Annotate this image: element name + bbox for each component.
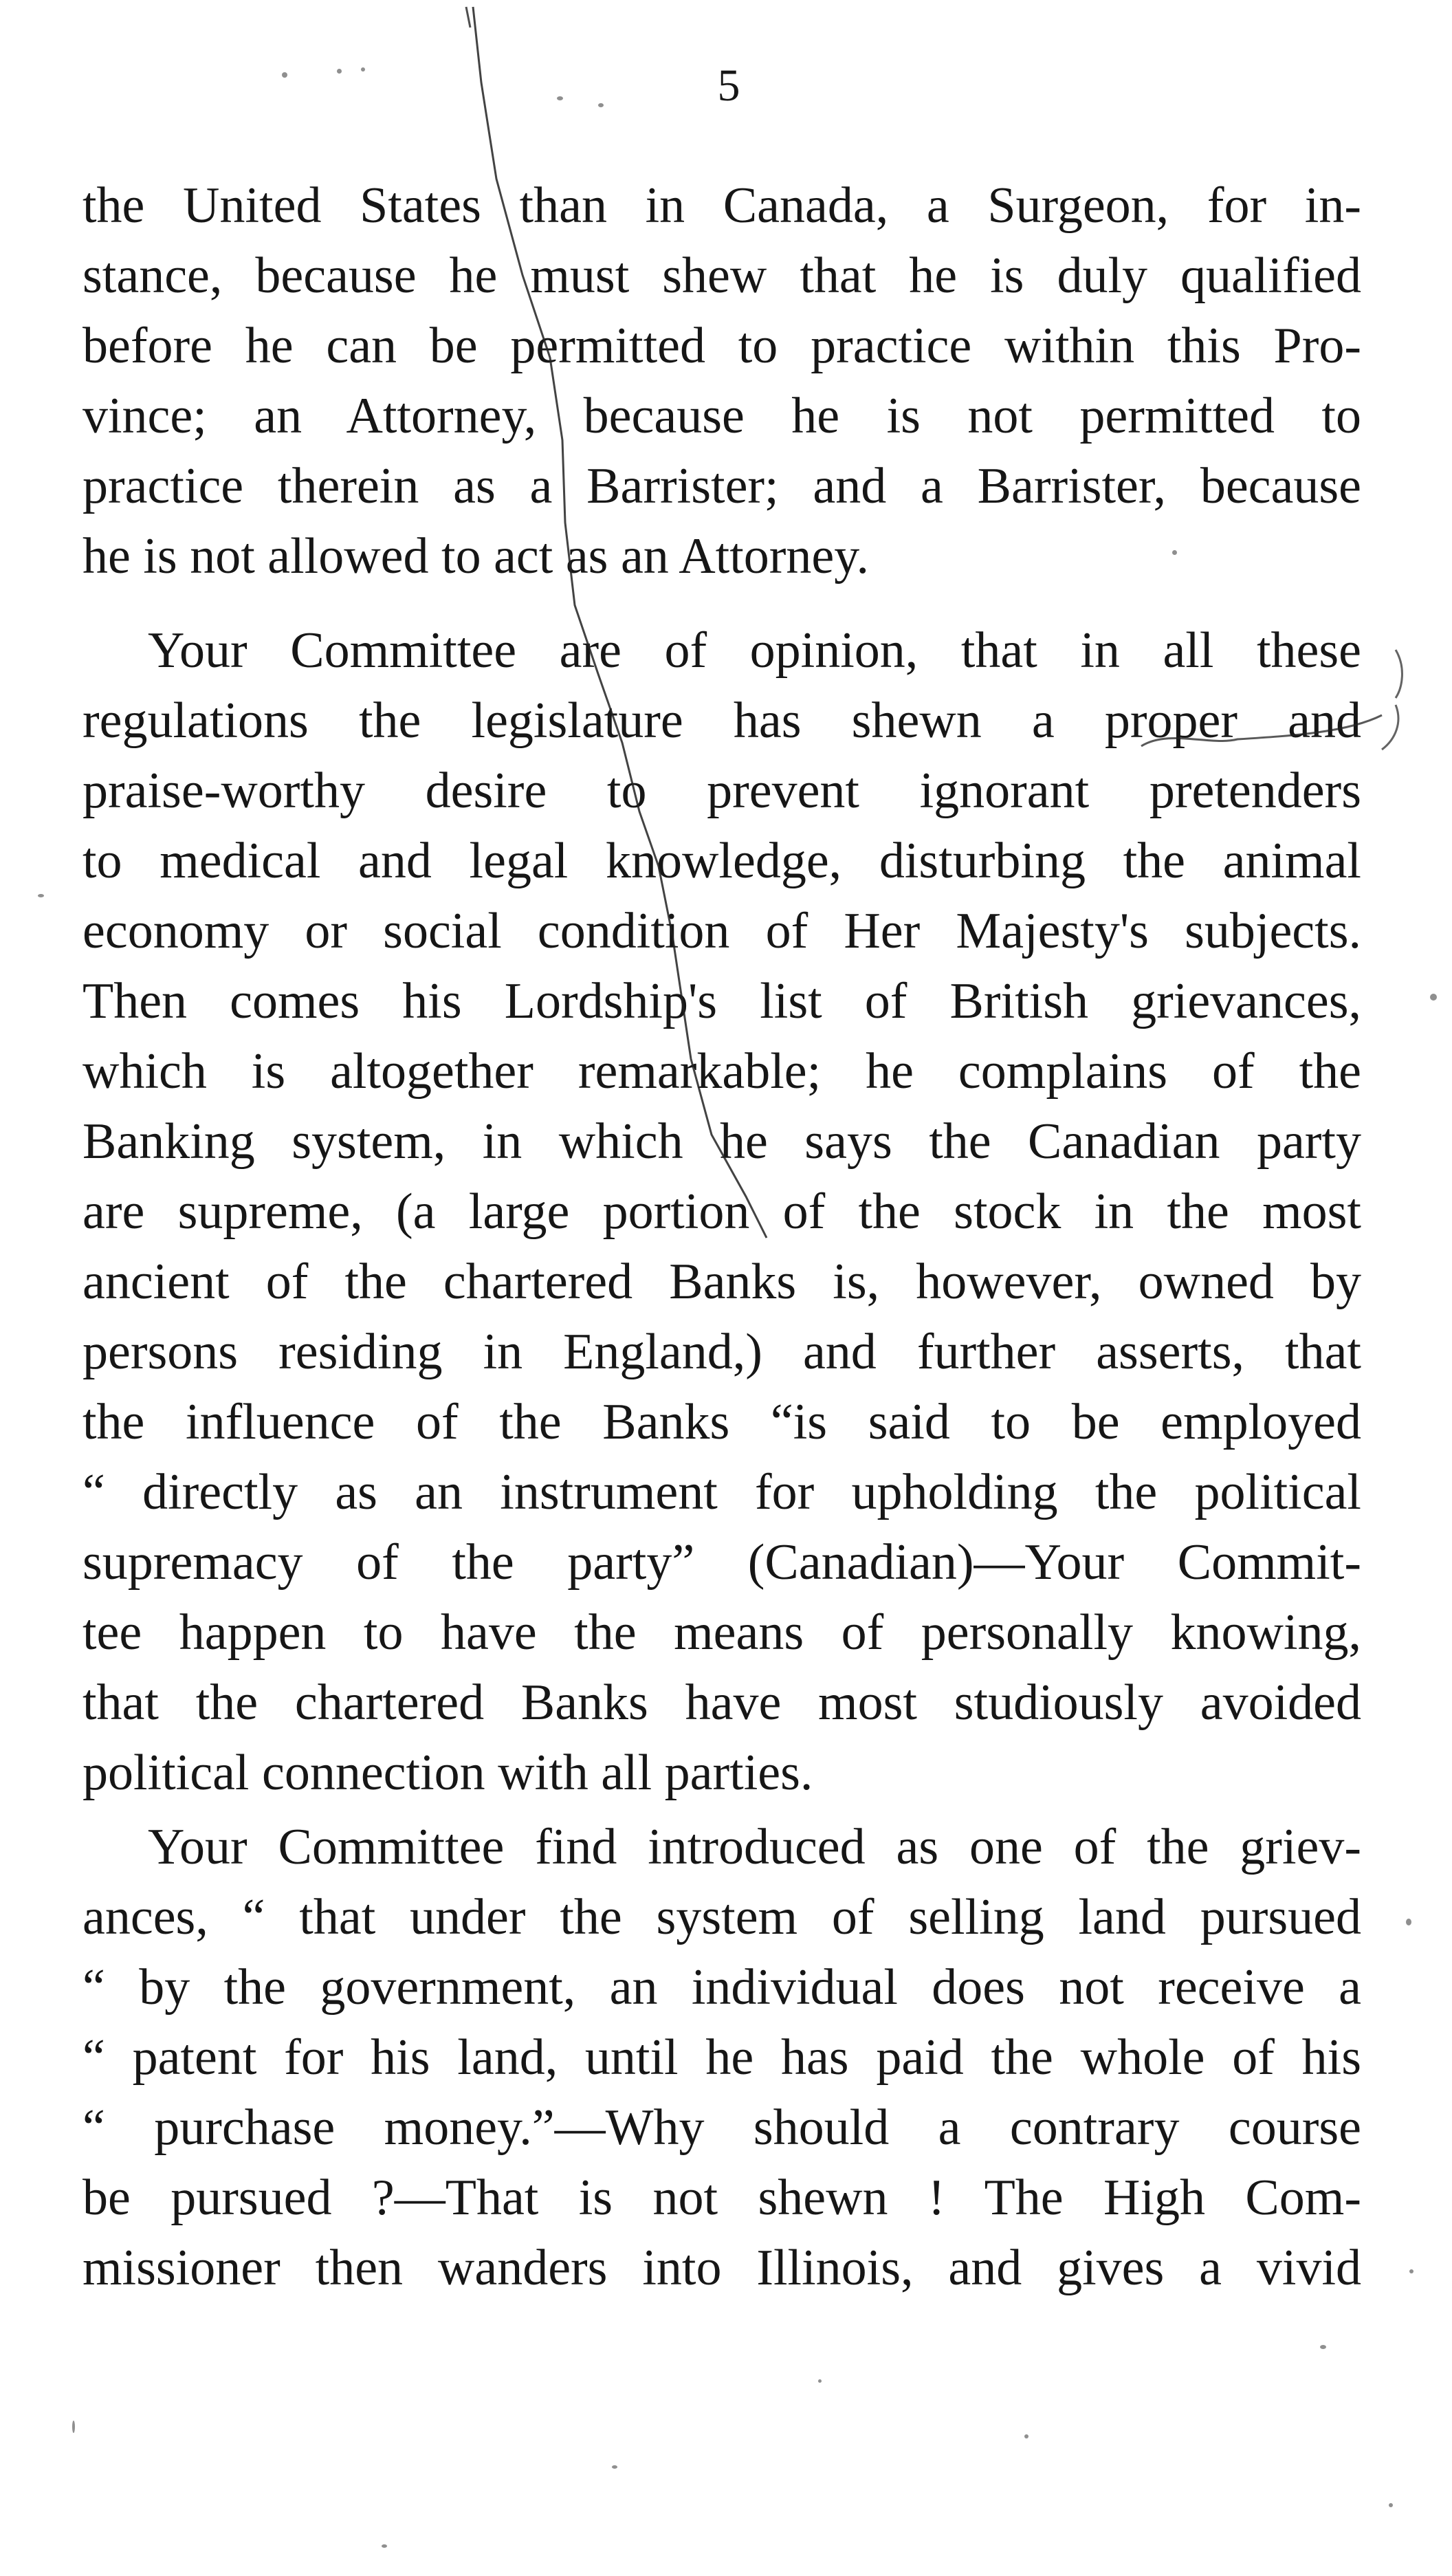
scan-speck xyxy=(337,69,342,74)
text-line: “ purchase money.”—Why should a contrary course xyxy=(82,2099,1361,2156)
scan-speck xyxy=(38,894,44,897)
text-line: persons residing in England,) and further asserts, that xyxy=(82,1324,1361,1380)
scan-speck xyxy=(1389,2503,1393,2507)
text-line: to medical and legal knowledge, disturbing the animal xyxy=(82,833,1361,889)
paragraph-1 xyxy=(82,171,1361,591)
text-line: stance, because he must shew that he is duly qualified xyxy=(82,248,1361,304)
text-line: he is not allowed to act as an Attorney. xyxy=(82,528,869,585)
scan-speck xyxy=(1024,2434,1028,2438)
text-line: be pursued ?—That is not shewn ! The High Com- xyxy=(82,2170,1361,2226)
text-line: “ directly as an instrument for upholding the political xyxy=(82,1464,1361,1520)
text-line: “ patent for his land, until he has paid the whole of his xyxy=(82,2029,1361,2086)
text-line: regulations the legislature has shewn a proper and xyxy=(82,692,1361,749)
scan-speck xyxy=(598,103,604,107)
text-line: praise-worthy desire to prevent ignorant pretenders xyxy=(82,763,1361,819)
scan-speck xyxy=(1409,2269,1414,2273)
text-line: missioner then wanders into Illinois, and gives a vivid xyxy=(82,2240,1361,2296)
scan-speck xyxy=(382,2544,387,2548)
scan-speck xyxy=(1406,1919,1411,1925)
page-number: 5 xyxy=(717,61,740,111)
text-line: economy or social condition of Her Majesty's subjects. xyxy=(82,903,1361,959)
text-line: Your Committee find introduced as one of the griev- xyxy=(148,1819,1361,1875)
text-line: the United States than in Canada, a Surgeon, for in- xyxy=(82,177,1361,234)
scan-speck xyxy=(1320,2345,1326,2349)
scan-speck xyxy=(72,2421,75,2433)
text-line: practice therein as a Barrister; and a Barrister, because xyxy=(82,458,1361,514)
scan-speck xyxy=(818,2379,822,2383)
scan-speck xyxy=(361,67,365,72)
text-line: Then comes his Lordship's list of British grievances, xyxy=(82,973,1361,1029)
text-line: the influence of the Banks “is said to be employed xyxy=(82,1394,1361,1450)
text-line: Your Committee are of opinion, that in all these xyxy=(148,622,1361,679)
text-line: vince; an Attorney, because he is not permitted to xyxy=(82,388,1361,444)
text-line: are supreme, (a large portion of the stock in the most xyxy=(82,1183,1361,1240)
scan-speck xyxy=(1430,994,1437,1001)
scan-speck xyxy=(1172,550,1177,555)
text-line: Banking system, in which he says the Canadian party xyxy=(82,1113,1361,1170)
text-line: ancient of the chartered Banks is, however, owned by xyxy=(82,1254,1361,1310)
text-line: that the chartered Banks have most studiously avoided xyxy=(82,1674,1361,1731)
text-line: tee happen to have the means of personally knowing, xyxy=(82,1604,1361,1661)
text-line: ances, “ that under the system of selling land pursued xyxy=(82,1889,1361,1945)
scan-speck xyxy=(612,2465,617,2469)
paragraph-3 xyxy=(82,1812,1361,2303)
scan-speck xyxy=(282,72,287,78)
text-line: which is altogether remarkable; he complains of the xyxy=(82,1043,1361,1100)
pen-stroke-curve xyxy=(1382,705,1398,750)
text-line: supremacy of the party” (Canadian)—Your Commit- xyxy=(82,1534,1361,1591)
scan-speck xyxy=(557,96,563,100)
pen-stroke-curve xyxy=(1396,650,1402,698)
text-line: political connection with all parties. xyxy=(82,1745,813,1801)
paragraph-2 xyxy=(82,615,1361,1808)
pen-stroke-line xyxy=(466,7,470,28)
text-line: before he can be permitted to practice within this Pro- xyxy=(82,318,1361,374)
text-line: “ by the government, an individual does not receive a xyxy=(82,1959,1361,2016)
